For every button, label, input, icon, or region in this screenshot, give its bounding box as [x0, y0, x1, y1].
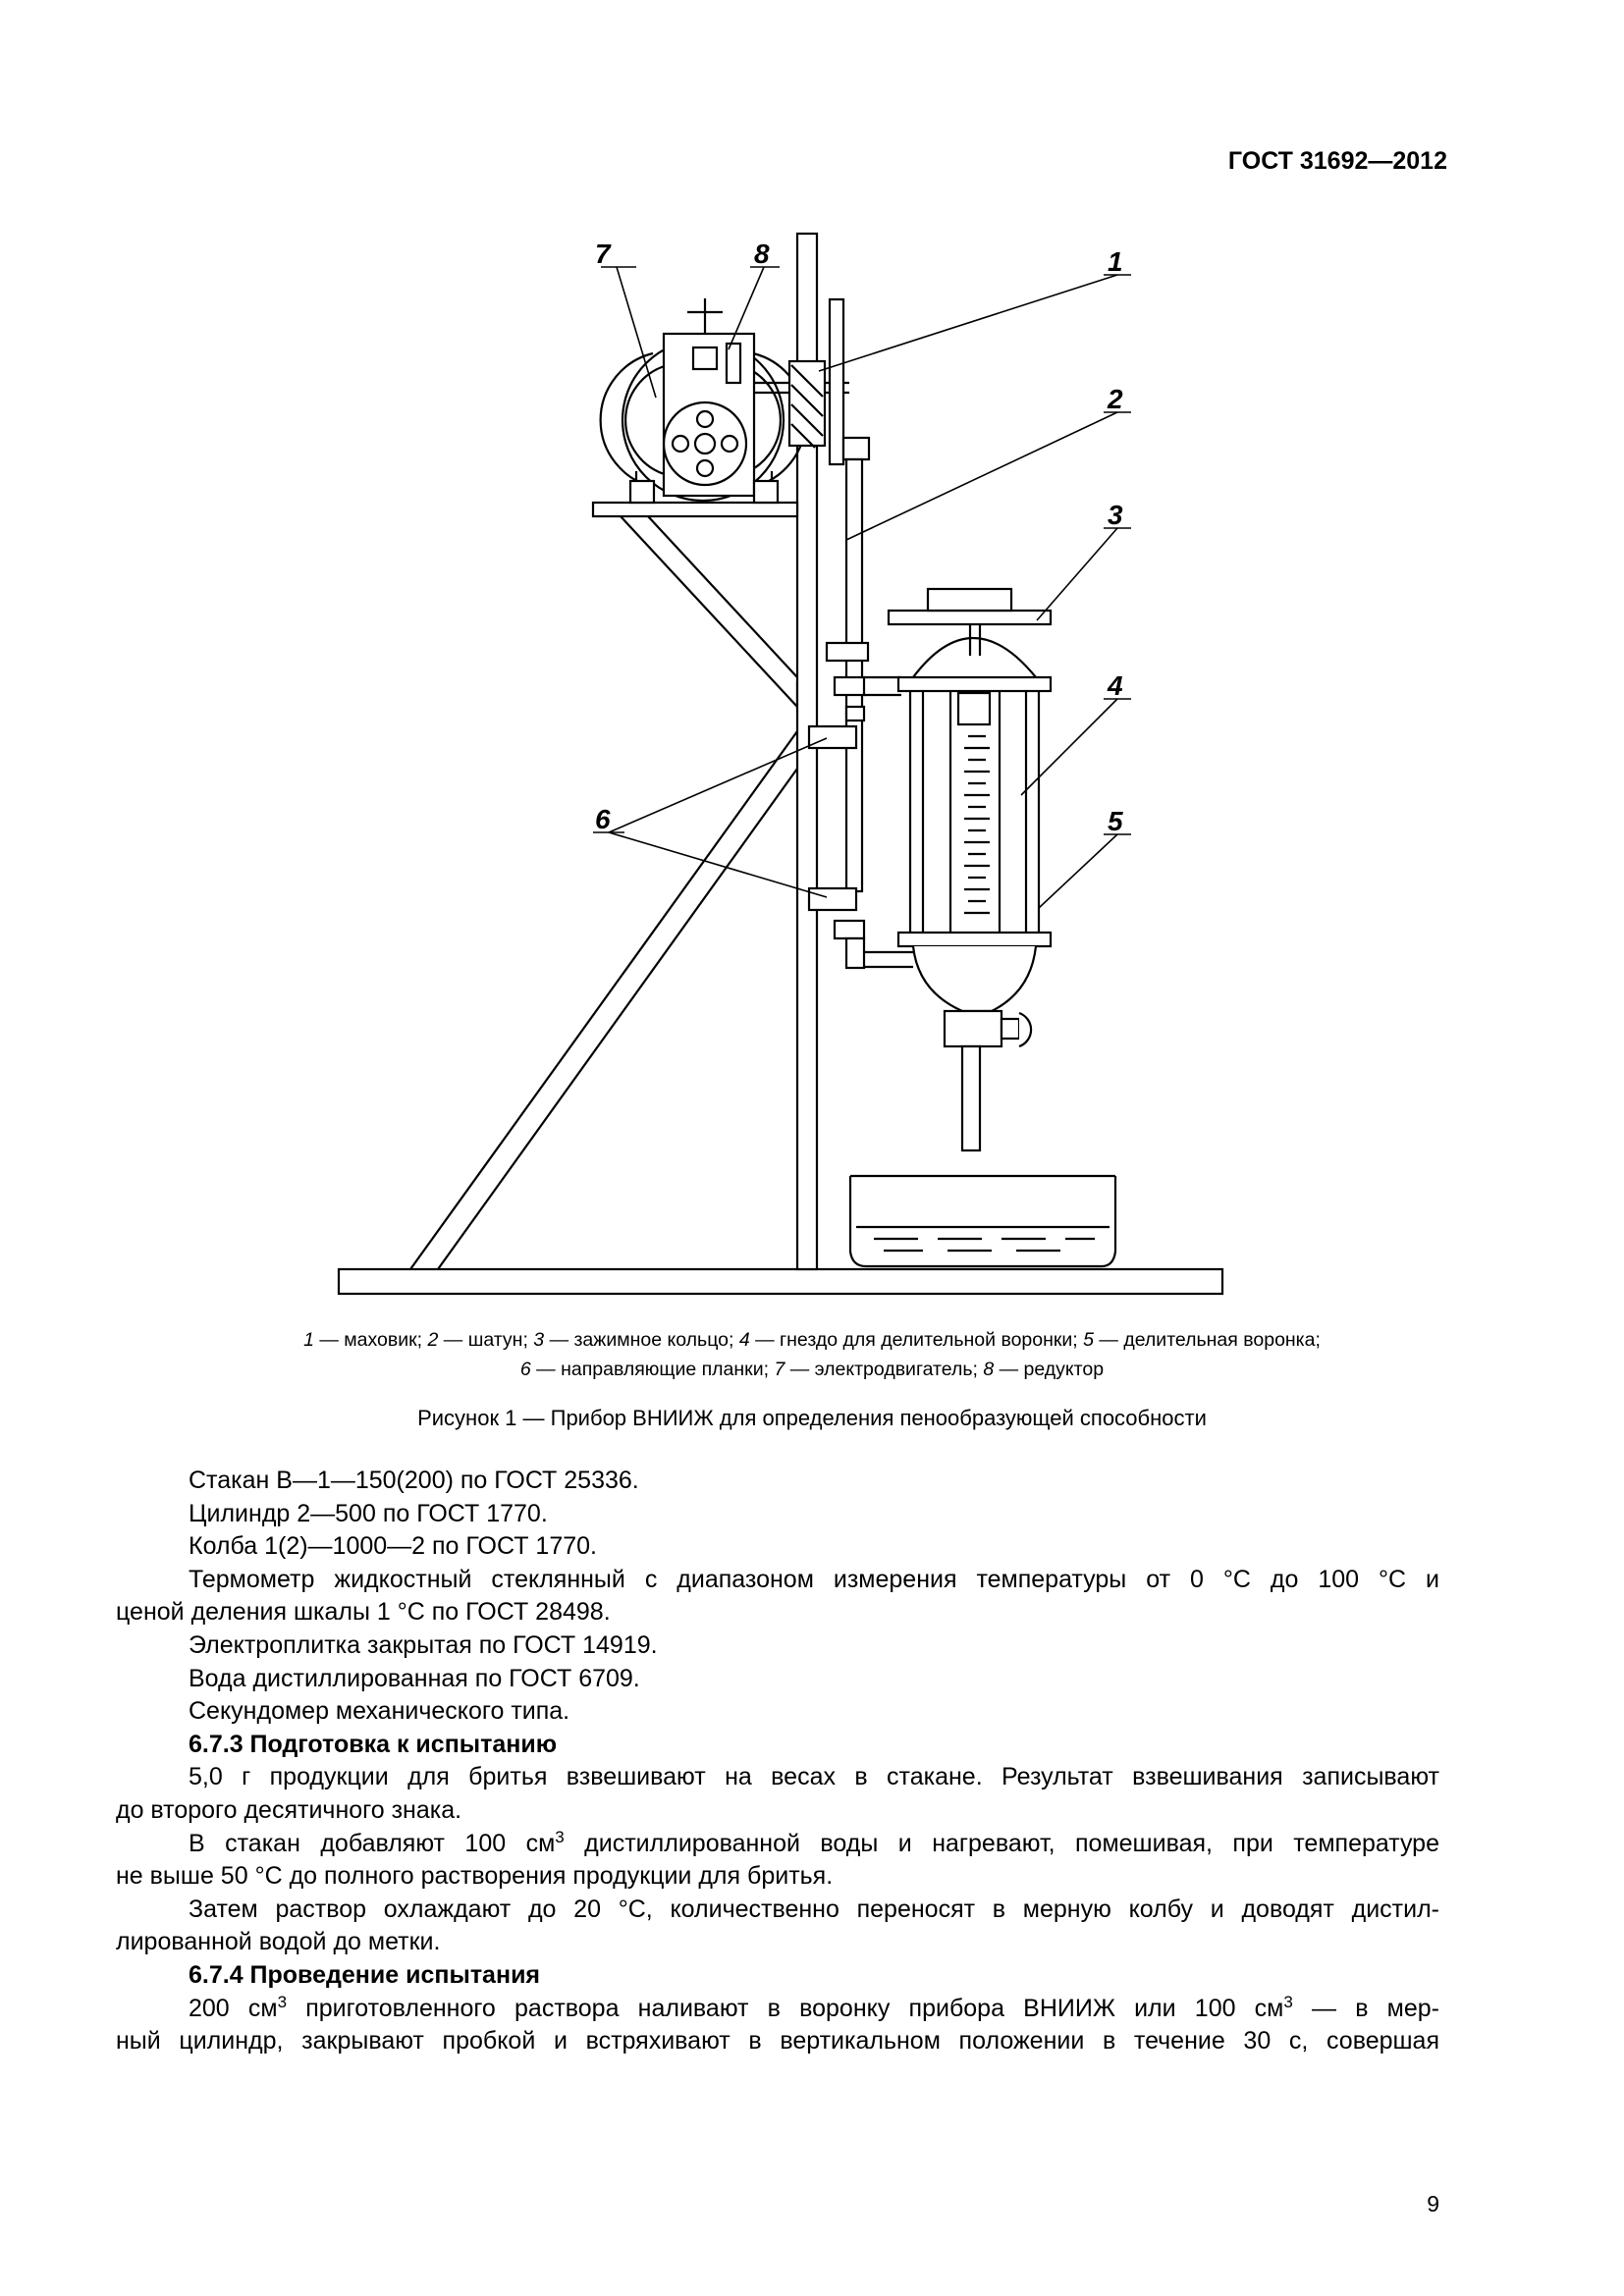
paragraph-weighing-line-2: до второго десятичного знака. [116, 1795, 462, 1824]
item-stopwatch: Секундомер механического типа. [189, 1697, 570, 1726]
callout-7: 7 [595, 239, 611, 269]
item-thermometer-line-1: Термометр жидкостный стеклянный с диапазоном измерения температуры от 0 °С до 100 °С и [189, 1565, 1439, 1593]
guide-rod [846, 459, 862, 891]
apparatus-figure [324, 226, 1237, 1296]
callout-5: 5 [1108, 806, 1123, 836]
body-text [116, 1465, 1439, 2058]
paragraph-test-line-2: ный цилиндр, закрывают пробкой и встряхивают в вертикальном положении в течение 30 с, совершая [116, 2027, 1439, 2056]
document-header: ГОСТ 31692—2012 [1227, 147, 1447, 175]
guide-slat-lower [809, 888, 856, 910]
connecting-rod [830, 299, 843, 464]
separating-funnel [913, 691, 1036, 1150]
callout-3: 3 [1108, 500, 1123, 530]
item-water: Вода дистиллированная по ГОСТ 6709. [189, 1664, 640, 1692]
beaker [850, 1176, 1115, 1266]
figure-legend-line-2: 6 — направляющие планки; 7 — электродвигатель; 8 — редуктор [519, 1359, 1105, 1380]
funnel-socket [898, 677, 1051, 691]
callout-6: 6 [595, 804, 611, 834]
item-hotplate: Электроплитка закрытая по ГОСТ 14919. [189, 1630, 658, 1659]
figure-caption: Рисунок 1 — Прибор ВНИИЖ для определения пенообразующей способности [417, 1406, 1207, 1430]
base-plate [339, 1269, 1222, 1294]
item-beaker: Стакан В—1—150(200) по ГОСТ 25336. [189, 1467, 639, 1494]
motor-platform [593, 503, 797, 516]
item-flask: Колба 1(2)—1000—2 по ГОСТ 1770. [189, 1532, 597, 1561]
paragraph-cooling-line-1: Затем раствор охлаждают до 20 °С, количественно переносят в мерную колбу и доводят дистил- [189, 1895, 1439, 1923]
item-cylinder: Цилиндр 2—500 по ГОСТ 1770. [189, 1499, 548, 1527]
paragraph-weighing-line-1: 5,0 г продукции для бритья взвешивают на весах в стакане. Результат взвешивания записывают [189, 1763, 1439, 1791]
callout-8: 8 [754, 239, 770, 269]
callout-4: 4 [1108, 670, 1123, 701]
section-heading-6-7-3: 6.7.3 Подготовка к испытанию [189, 1730, 558, 1758]
clamping-ring [889, 611, 1051, 624]
page-number: 9 [1427, 2191, 1439, 2216]
paragraph-test-line-1: 200 $см^3$ приготовленного раствора наливают в воронку прибора ВНИИЖ или 100 $см^3$ — в мер- [189, 1992, 1439, 2022]
item-thermometer-line-2: ценой деления шкалы 1 °С по ГОСТ 28498. [116, 1598, 611, 1627]
callout-1: 1 [1108, 246, 1123, 277]
paragraph-dissolve-line-2: не выше 50 °С до полного растворения продукции для бритья. [116, 1862, 834, 1891]
callout-2: 2 [1108, 384, 1123, 414]
figure-legend-line-1: 1 — маховик; 2 — шатун; 3 — зажимное кольцо; 4 — гнездо для делительной воронки; 5 — делительная воронка; [303, 1329, 1321, 1351]
guide-slat-upper [809, 726, 856, 748]
section-heading-6-7-4: 6.7.4 Проведение испытания [189, 1960, 541, 1989]
paragraph-cooling-line-2: лированной водой до метки. [116, 1928, 441, 1956]
paragraph-dissolve-line-1: В стакан добавляют 100 $см^3$ дистиллированной воды и нагревают, помешивая, при температуре [189, 1827, 1439, 1857]
